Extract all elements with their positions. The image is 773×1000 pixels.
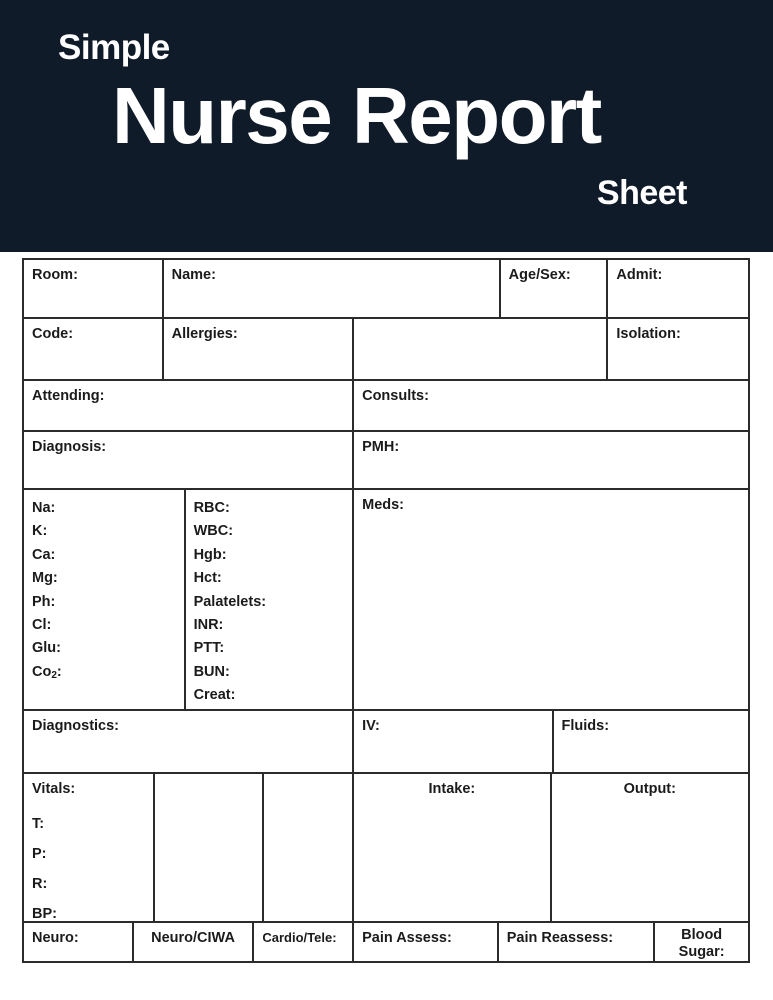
lab-ph: Ph:	[32, 593, 56, 610]
lab-hgb: Hgb:	[193, 546, 227, 563]
lab-na: Na:	[32, 500, 56, 516]
field-consults[interactable]: Consults:	[354, 381, 750, 432]
field-neuro-ciwa[interactable]: Neuro/CIWA	[134, 923, 255, 963]
table-row	[24, 923, 750, 963]
field-cardio-tele[interactable]: Cardio/Tele:	[254, 923, 354, 963]
field-allergies-extra[interactable]	[354, 319, 608, 381]
vital-respiration: R:	[32, 876, 48, 892]
field-meds[interactable]: Meds:	[354, 490, 750, 711]
field-attending[interactable]: Attending:	[24, 381, 354, 432]
header-banner	[0, 0, 773, 252]
lab-platelets: Palatelets:	[193, 593, 267, 610]
table-row	[24, 774, 750, 923]
labs-hematology-list	[194, 497, 353, 708]
lab-ptt: PTT:	[193, 640, 225, 657]
labs-chemistry-list	[32, 497, 184, 687]
field-neuro[interactable]: Neuro:	[24, 923, 134, 963]
lab-creat: Creat:	[193, 687, 236, 704]
header-banner-inner	[0, 0, 773, 252]
lab-k: K:	[32, 523, 48, 540]
lab-hct: Hct:	[193, 570, 222, 587]
lab-glu: Glu:	[32, 640, 61, 657]
field-room[interactable]: Room:	[24, 260, 164, 319]
vital-pulse: P:	[32, 846, 47, 862]
field-vitals-col3[interactable]	[264, 774, 354, 923]
field-code[interactable]: Code:	[24, 319, 164, 381]
field-intake[interactable]: Intake:	[354, 774, 551, 923]
title-main: Nurse Report	[112, 71, 601, 160]
blood-sugar-line-2: Sugar:	[678, 944, 725, 960]
lab-co2-text: Co	[32, 663, 52, 680]
field-vitals-col2[interactable]	[155, 774, 265, 923]
vital-blood-pressure: BP:	[32, 906, 57, 922]
lab-inr: INR:	[193, 617, 224, 634]
field-diagnostics[interactable]: Diagnostics:	[24, 711, 354, 774]
lab-co2	[32, 661, 184, 687]
field-fluids[interactable]: Fluids:	[554, 711, 750, 774]
vital-temperature: T:	[32, 816, 45, 832]
lab-cl: Cl:	[32, 617, 52, 634]
field-labs-chemistry[interactable]	[24, 490, 186, 711]
table-row	[24, 490, 750, 711]
field-diagnosis[interactable]: Diagnosis:	[24, 432, 354, 490]
field-admit[interactable]: Admit:	[608, 260, 750, 319]
form-table	[22, 258, 750, 963]
lab-wbc: WBC:	[193, 523, 234, 540]
lab-mg: Mg:	[32, 570, 58, 587]
table-row	[24, 711, 750, 774]
table-row	[24, 260, 750, 319]
field-isolation[interactable]: Isolation:	[608, 319, 750, 381]
field-pain-reassess[interactable]: Pain Reassess:	[499, 923, 656, 963]
vitals-label: Vitals:	[32, 781, 76, 797]
blood-sugar-line-1: Blood	[681, 927, 723, 943]
table-row	[24, 432, 750, 490]
table-row	[24, 319, 750, 381]
field-labs-hematology[interactable]	[186, 490, 355, 711]
field-pain-assess[interactable]: Pain Assess:	[354, 923, 499, 963]
vitals-list	[32, 809, 153, 923]
field-pmh[interactable]: PMH:	[354, 432, 750, 490]
field-vitals[interactable]	[24, 774, 155, 923]
field-iv[interactable]: IV:	[354, 711, 553, 774]
table-row	[24, 381, 750, 432]
lab-rbc: RBC:	[193, 500, 230, 516]
title-sheet: Sheet	[596, 174, 687, 212]
field-age-sex[interactable]: Age/Sex:	[501, 260, 609, 319]
field-blood-sugar[interactable]	[655, 923, 750, 963]
lab-ca: Ca:	[32, 546, 56, 563]
field-name[interactable]: Name:	[164, 260, 501, 319]
title-simple: Simple	[58, 28, 170, 67]
field-output[interactable]: Output:	[552, 774, 750, 923]
field-allergies[interactable]: Allergies:	[164, 319, 354, 381]
lab-co2-colon: :	[56, 663, 62, 680]
lab-bun: BUN:	[193, 663, 230, 680]
lab-co2-subscript: 2	[51, 669, 57, 681]
